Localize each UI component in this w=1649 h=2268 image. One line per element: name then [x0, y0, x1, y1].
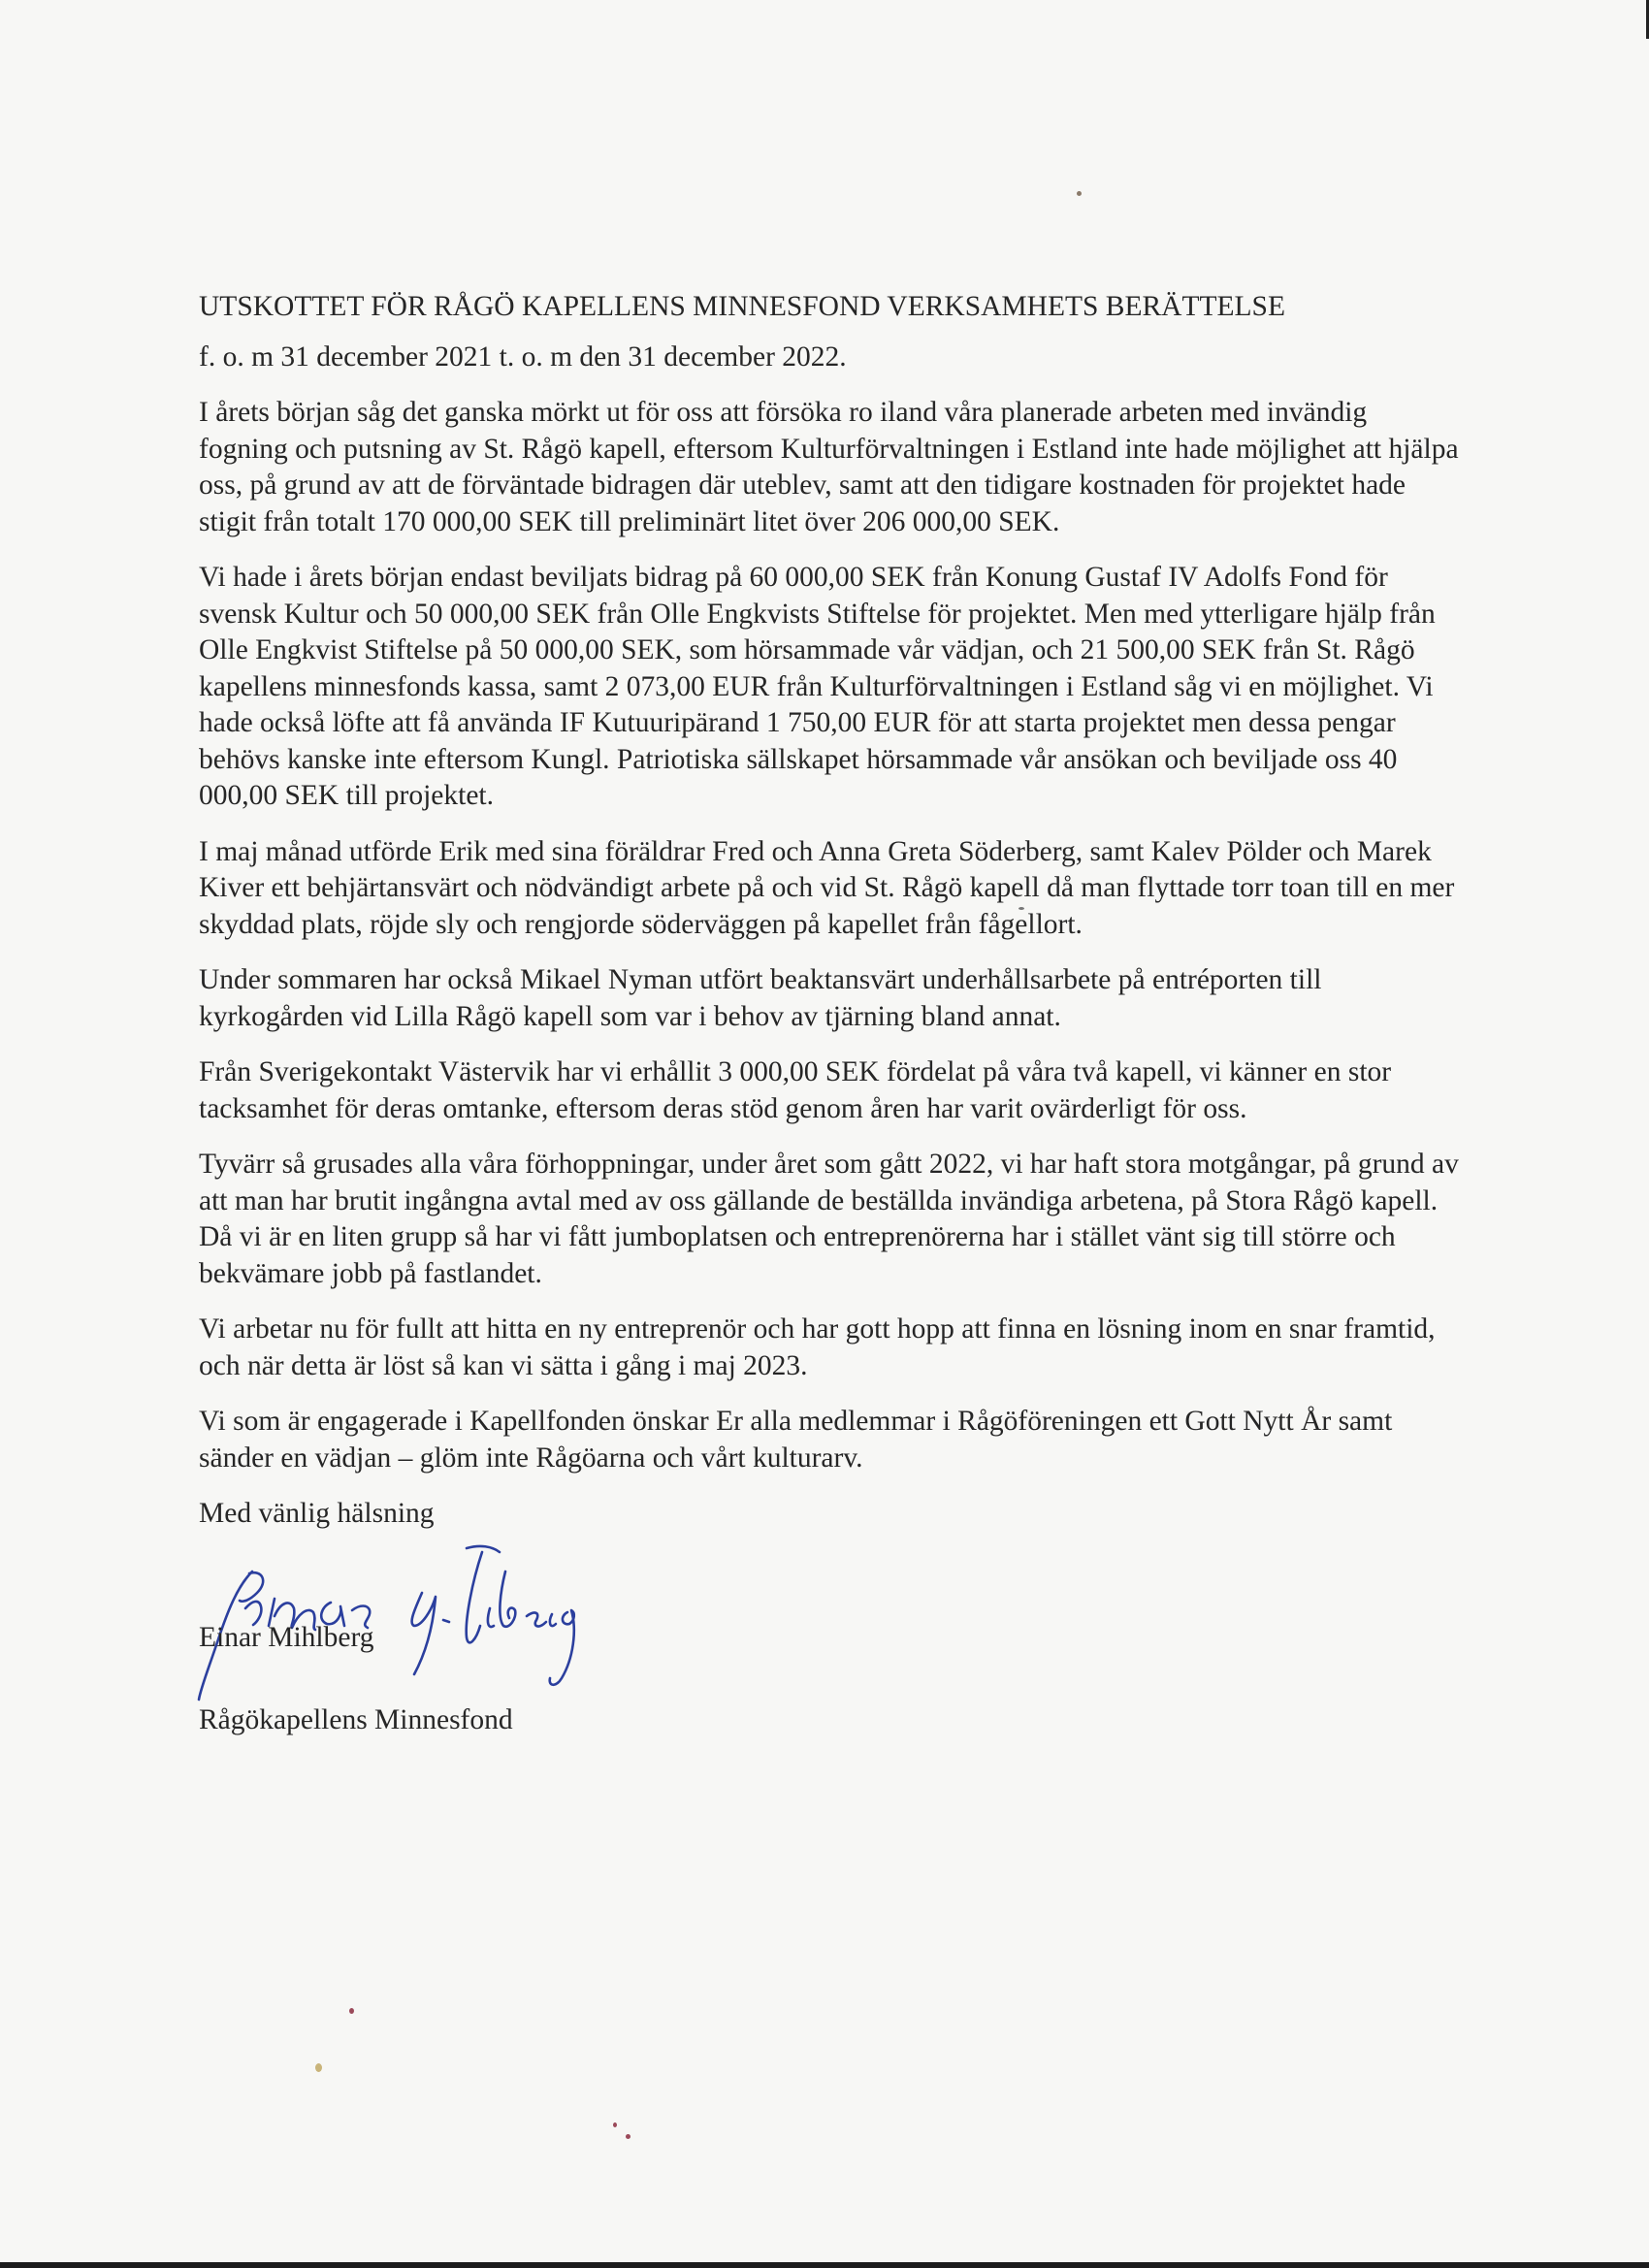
paragraph: Tyvärr så grusades alla våra förhoppningar, under året som gått 2022, vi har haft stora motgångar, på grund av att man har brutit ingångna avtal med av oss gällande de beställda invändiga arbetena, på Stora Rågö kapell. Då vi är en liten grupp så har vi fått jumboplatsen och entreprenörerna har i stället vänt sig till större och bekvämare jobb på fastlandet. — [199, 1149, 1459, 1289]
letter-body — [199, 289, 1460, 1738]
closing-greeting: Med vänlig hälsning — [199, 1498, 435, 1529]
paragraph: I årets början såg det ganska mörkt ut för oss att försöka ro iland våra planerade arbeten med invändig fogning och putsning av St. Rågö kapell, eftersom Kulturförvaltningen i Estland inte hade möjlighet att hjälpa oss, på grund av att de förväntade bidragen där uteblev, samt att den tidigare kostnaden för projektet hade stigit från totalt 170 000,00 SEK till preliminärt litet över 206 000,00 SEK. — [199, 397, 1459, 537]
paragraph: Vi hade i årets början endast beviljats bidrag på 60 000,00 SEK från Konung Gustaf IV Adolfs Fond för svensk Kultur och 50 000,00 SEK från Olle Engkvists Stiftelse för projektet. Men med ytterligare hjälp från Olle Engkvist Stiftelse på 50 000,00 SEK, som hörsammade vår vädjan, och 21 500,00 SEK från St. Rågö kapellens minnesfonds kassa, samt 2 073,00 EUR från Kulturförvaltningen i Estland såg vi en möjlighet. Vi hade också löfte att få använda IF Kutuuripärand 1 750,00 EUR för att starta projektet men dessa pengar behövs kanske inte eftersom Kungl. Patriotiska sällskapet hörsammade vår ansökan och beviljade oss 40 000,00 SEK till projektet. — [199, 562, 1436, 811]
organization-name: Rågökapellens Minnesfond — [199, 1703, 513, 1735]
paragraph: Under sommaren har också Mikael Nyman utfört beaktansvärt underhållsarbete på entréporten till kyrkogården vid Lilla Rågö kapell som var i behov av tjärning bland annat. — [199, 964, 1322, 1032]
handwritten-signature — [160, 1533, 664, 1702]
paper-speck — [349, 2008, 354, 2014]
paragraph: Vi som är engagerade i Kapellfonden önskar Er alla medlemmar i Rågöföreningen ett Gott Nytt År samt sänder en vädjan – glöm inte Rågöarna och vårt kulturarv. — [199, 1406, 1393, 1474]
paper-speck — [315, 2063, 322, 2072]
paper-speck — [613, 2122, 617, 2127]
paragraph: Från Sverigekontakt Västervik har vi erhållit 3 000,00 SEK fördelat på våra två kapell, vi känner en stor tacksamhet för deras omtanke, eftersom deras stöd genom åren har varit ovärderligt för oss. — [199, 1056, 1392, 1124]
report-period: f. o. m 31 december 2021 t. o. m den 31 december 2022. — [199, 340, 847, 373]
paper-speck — [626, 2134, 630, 2139]
signature-block — [199, 1533, 1460, 1702]
paragraph: I maj månad utförde Erik med sina föräldrar Fred och Anna Greta Söderberg, samt Kalev Pölder och Marek Kiver ett behjärtansvärt och nödvändigt arbete på och vid St. Rågö kapell då man flyttade torr toan till en mer skyddad plats, röjde sly och rengjorde söderväggen på kapellet från fågellort. — [199, 835, 1455, 940]
paragraph: Vi arbetar nu för fullt att hitta en ny entreprenör och har gott hopp att finna en lösning inom en snar framtid, och när detta är löst så kan vi sätta i gång i maj 2023. — [199, 1313, 1436, 1381]
scan-edge-bottom — [0, 2262, 1649, 2268]
paper-speck — [1077, 191, 1082, 196]
signer-name: Einar Mihlberg — [199, 1621, 374, 1653]
letter-title: UTSKOTTET FÖR RÅGÖ KAPELLENS MINNESFOND VERKSAMHETS BERÄTTELSE — [199, 291, 1285, 322]
